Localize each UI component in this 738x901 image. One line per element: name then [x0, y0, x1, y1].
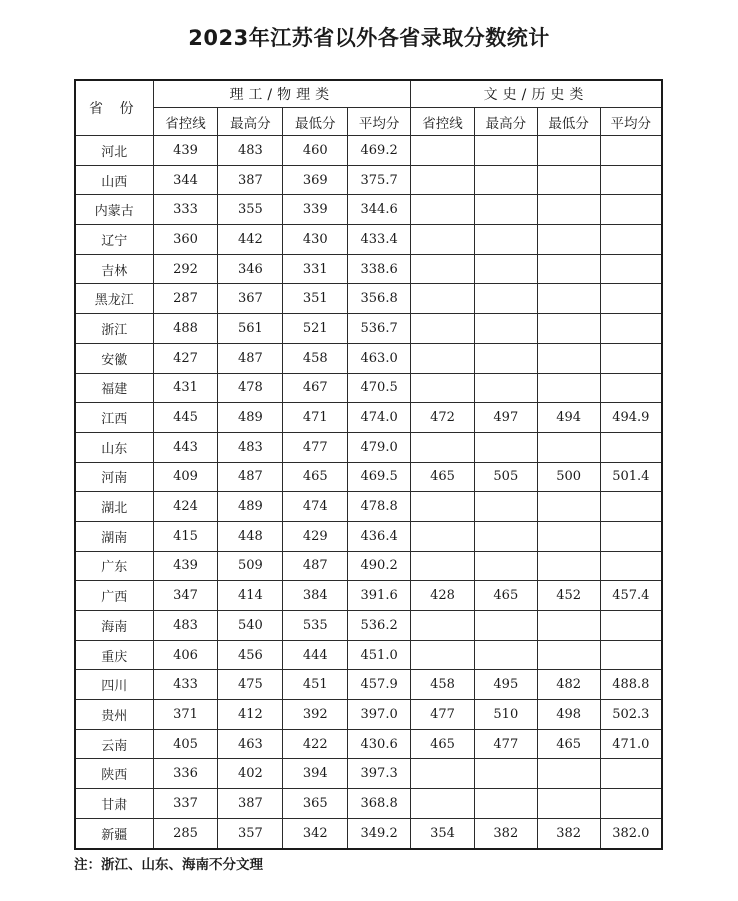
- arts-score-cell: 465: [537, 729, 600, 759]
- science-score-cell: 444: [283, 640, 348, 670]
- science-score-cell: 405: [153, 729, 218, 759]
- science-score-cell: 489: [218, 403, 283, 433]
- science-score-cell: 474.0: [348, 403, 411, 433]
- science-score-cell: 465: [283, 462, 348, 492]
- table-row: [75, 521, 662, 551]
- science-score-cell: 456: [218, 640, 283, 670]
- science-score-cell: 336: [153, 759, 218, 789]
- arts-score-cell: [474, 373, 537, 403]
- science-score-cell: 406: [153, 640, 218, 670]
- province-cell: 湖北: [75, 492, 153, 522]
- science-score-cell: 488: [153, 314, 218, 344]
- header-sci-col-2: 最低分: [283, 108, 348, 136]
- province-cell: 贵州: [75, 700, 153, 730]
- table-row: [75, 403, 662, 433]
- arts-score-cell: 472: [411, 403, 475, 433]
- science-score-cell: 285: [153, 818, 218, 848]
- province-cell: 四川: [75, 670, 153, 700]
- science-score-cell: 490.2: [348, 551, 411, 581]
- science-score-cell: 427: [153, 343, 218, 373]
- arts-score-cell: 465: [474, 581, 537, 611]
- header-sci-col-0: 省控线: [153, 108, 218, 136]
- arts-score-cell: [537, 492, 600, 522]
- science-score-cell: 338.6: [348, 254, 411, 284]
- table-row: [75, 284, 662, 314]
- header-arts-col-3: 平均分: [600, 108, 662, 136]
- science-score-cell: 436.4: [348, 521, 411, 551]
- arts-score-cell: [537, 314, 600, 344]
- score-table: [74, 79, 663, 850]
- province-cell: 山东: [75, 432, 153, 462]
- arts-score-cell: [474, 225, 537, 255]
- science-score-cell: 342: [283, 818, 348, 848]
- science-score-cell: 535: [283, 611, 348, 641]
- table-row: [75, 462, 662, 492]
- science-score-cell: 397.0: [348, 700, 411, 730]
- province-cell: 黑龙江: [75, 284, 153, 314]
- science-score-cell: 422: [283, 729, 348, 759]
- table-row: [75, 640, 662, 670]
- header-province: 省 份: [75, 80, 153, 136]
- table-row: [75, 165, 662, 195]
- province-cell: 江西: [75, 403, 153, 433]
- arts-score-cell: [600, 195, 662, 225]
- table-row: [75, 136, 662, 166]
- arts-score-cell: 471.0: [600, 729, 662, 759]
- province-cell: 浙江: [75, 314, 153, 344]
- science-score-cell: 412: [218, 700, 283, 730]
- science-score-cell: 478: [218, 373, 283, 403]
- science-score-cell: 391.6: [348, 581, 411, 611]
- arts-score-cell: 354: [411, 818, 475, 848]
- science-score-cell: 344: [153, 165, 218, 195]
- arts-score-cell: [474, 551, 537, 581]
- arts-score-cell: 500: [537, 462, 600, 492]
- science-score-cell: 387: [218, 789, 283, 819]
- science-score-cell: 371: [153, 700, 218, 730]
- arts-score-cell: [411, 432, 475, 462]
- table-row: [75, 432, 662, 462]
- science-score-cell: 442: [218, 225, 283, 255]
- science-score-cell: 369: [283, 165, 348, 195]
- science-score-cell: 415: [153, 521, 218, 551]
- arts-score-cell: [537, 136, 600, 166]
- science-score-cell: 339: [283, 195, 348, 225]
- arts-score-cell: 495: [474, 670, 537, 700]
- science-score-cell: 397.3: [348, 759, 411, 789]
- table-row: [75, 225, 662, 255]
- arts-score-cell: 465: [411, 729, 475, 759]
- arts-score-cell: [600, 225, 662, 255]
- science-score-cell: 409: [153, 462, 218, 492]
- science-score-cell: 451.0: [348, 640, 411, 670]
- arts-score-cell: [537, 284, 600, 314]
- science-score-cell: 475: [218, 670, 283, 700]
- header-arts-col-2: 最低分: [537, 108, 600, 136]
- table-row: [75, 195, 662, 225]
- arts-score-cell: [600, 759, 662, 789]
- arts-score-cell: 428: [411, 581, 475, 611]
- province-cell: 内蒙古: [75, 195, 153, 225]
- science-score-cell: 487: [218, 343, 283, 373]
- arts-score-cell: [537, 611, 600, 641]
- science-score-cell: 463: [218, 729, 283, 759]
- arts-score-cell: [537, 759, 600, 789]
- science-score-cell: 384: [283, 581, 348, 611]
- arts-score-cell: 457.4: [600, 581, 662, 611]
- header-group-science: 理工/物理类: [153, 80, 411, 108]
- science-score-cell: 509: [218, 551, 283, 581]
- arts-score-cell: [600, 254, 662, 284]
- arts-score-cell: 502.3: [600, 700, 662, 730]
- table-header: [75, 80, 662, 136]
- province-cell: 海南: [75, 611, 153, 641]
- header-arts-col-0: 省控线: [411, 108, 475, 136]
- arts-score-cell: 510: [474, 700, 537, 730]
- science-score-cell: 445: [153, 403, 218, 433]
- page-title: 2023年江苏省以外各省录取分数统计: [188, 26, 550, 50]
- science-score-cell: 561: [218, 314, 283, 344]
- arts-score-cell: [411, 314, 475, 344]
- science-score-cell: 433: [153, 670, 218, 700]
- science-score-cell: 471: [283, 403, 348, 433]
- science-score-cell: 355: [218, 195, 283, 225]
- science-score-cell: 430: [283, 225, 348, 255]
- arts-score-cell: [411, 225, 475, 255]
- science-score-cell: 333: [153, 195, 218, 225]
- science-score-cell: 463.0: [348, 343, 411, 373]
- arts-score-cell: [411, 343, 475, 373]
- footnote: 注：浙江、山东、海南不分文理: [74, 857, 263, 873]
- table-row: [75, 818, 662, 848]
- arts-score-cell: 382: [537, 818, 600, 848]
- science-score-cell: 489: [218, 492, 283, 522]
- science-score-cell: 451: [283, 670, 348, 700]
- province-cell: 陕西: [75, 759, 153, 789]
- science-score-cell: 431: [153, 373, 218, 403]
- science-score-cell: 469.5: [348, 462, 411, 492]
- province-cell: 云南: [75, 729, 153, 759]
- arts-score-cell: [474, 195, 537, 225]
- arts-score-cell: [600, 284, 662, 314]
- arts-score-cell: 465: [411, 462, 475, 492]
- arts-score-cell: [474, 611, 537, 641]
- arts-score-cell: [537, 343, 600, 373]
- arts-score-cell: [411, 551, 475, 581]
- arts-score-cell: [411, 195, 475, 225]
- arts-score-cell: [537, 195, 600, 225]
- science-score-cell: 521: [283, 314, 348, 344]
- table-row: [75, 611, 662, 641]
- science-score-cell: 349.2: [348, 818, 411, 848]
- arts-score-cell: 458: [411, 670, 475, 700]
- arts-score-cell: [474, 136, 537, 166]
- arts-score-cell: [474, 165, 537, 195]
- table-body: [75, 136, 662, 849]
- arts-score-cell: [537, 373, 600, 403]
- arts-score-cell: [537, 254, 600, 284]
- science-score-cell: 402: [218, 759, 283, 789]
- science-score-cell: 433.4: [348, 225, 411, 255]
- arts-score-cell: [474, 314, 537, 344]
- science-score-cell: 429: [283, 521, 348, 551]
- arts-score-cell: 477: [474, 729, 537, 759]
- arts-score-cell: [474, 759, 537, 789]
- header-group-arts: 文史/历史类: [411, 80, 662, 108]
- science-score-cell: 467: [283, 373, 348, 403]
- arts-score-cell: 482: [537, 670, 600, 700]
- arts-score-cell: [537, 789, 600, 819]
- arts-score-cell: [411, 789, 475, 819]
- arts-score-cell: [474, 284, 537, 314]
- science-score-cell: 439: [153, 136, 218, 166]
- arts-score-cell: [411, 521, 475, 551]
- science-score-cell: 474: [283, 492, 348, 522]
- arts-score-cell: [474, 789, 537, 819]
- arts-score-cell: [411, 136, 475, 166]
- arts-score-cell: 498: [537, 700, 600, 730]
- arts-score-cell: [600, 611, 662, 641]
- province-cell: 安徽: [75, 343, 153, 373]
- province-cell: 河南: [75, 462, 153, 492]
- arts-score-cell: [411, 165, 475, 195]
- province-cell: 河北: [75, 136, 153, 166]
- table-row: [75, 581, 662, 611]
- arts-score-cell: [411, 254, 475, 284]
- science-score-cell: 331: [283, 254, 348, 284]
- arts-score-cell: [537, 165, 600, 195]
- arts-score-cell: 501.4: [600, 462, 662, 492]
- arts-score-cell: 494.9: [600, 403, 662, 433]
- arts-score-cell: [411, 284, 475, 314]
- arts-score-cell: 494: [537, 403, 600, 433]
- science-score-cell: 487: [218, 462, 283, 492]
- arts-score-cell: 505: [474, 462, 537, 492]
- arts-score-cell: [600, 373, 662, 403]
- arts-score-cell: 452: [537, 581, 600, 611]
- table-row: [75, 343, 662, 373]
- table-row: [75, 551, 662, 581]
- science-score-cell: 487: [283, 551, 348, 581]
- province-cell: 甘肃: [75, 789, 153, 819]
- arts-score-cell: [474, 640, 537, 670]
- arts-score-cell: [600, 492, 662, 522]
- science-score-cell: 360: [153, 225, 218, 255]
- province-cell: 新疆: [75, 818, 153, 848]
- science-score-cell: 470.5: [348, 373, 411, 403]
- arts-score-cell: [474, 254, 537, 284]
- science-score-cell: 387: [218, 165, 283, 195]
- science-score-cell: 478.8: [348, 492, 411, 522]
- arts-score-cell: [411, 492, 475, 522]
- arts-score-cell: [600, 165, 662, 195]
- science-score-cell: 367: [218, 284, 283, 314]
- arts-score-cell: [474, 492, 537, 522]
- arts-score-cell: 477: [411, 700, 475, 730]
- science-score-cell: 469.2: [348, 136, 411, 166]
- science-score-cell: 457.9: [348, 670, 411, 700]
- arts-score-cell: [537, 521, 600, 551]
- science-score-cell: 392: [283, 700, 348, 730]
- science-score-cell: 448: [218, 521, 283, 551]
- table-row: [75, 314, 662, 344]
- science-score-cell: 458: [283, 343, 348, 373]
- table-row: [75, 254, 662, 284]
- science-score-cell: 430.6: [348, 729, 411, 759]
- province-cell: 重庆: [75, 640, 153, 670]
- arts-score-cell: [537, 432, 600, 462]
- arts-score-cell: [537, 551, 600, 581]
- province-cell: 广东: [75, 551, 153, 581]
- table-row: [75, 700, 662, 730]
- arts-score-cell: [411, 611, 475, 641]
- arts-score-cell: [600, 136, 662, 166]
- arts-score-cell: [474, 343, 537, 373]
- arts-score-cell: 382.0: [600, 818, 662, 848]
- science-score-cell: 439: [153, 551, 218, 581]
- arts-score-cell: 382: [474, 818, 537, 848]
- arts-score-cell: [411, 759, 475, 789]
- table-row: [75, 670, 662, 700]
- science-score-cell: 292: [153, 254, 218, 284]
- science-score-cell: 344.6: [348, 195, 411, 225]
- science-score-cell: 346: [218, 254, 283, 284]
- arts-score-cell: [600, 640, 662, 670]
- science-score-cell: 483: [218, 136, 283, 166]
- header-sci-col-1: 最高分: [218, 108, 283, 136]
- arts-score-cell: [537, 640, 600, 670]
- province-cell: 山西: [75, 165, 153, 195]
- science-score-cell: 536.7: [348, 314, 411, 344]
- arts-score-cell: 488.8: [600, 670, 662, 700]
- science-score-cell: 368.8: [348, 789, 411, 819]
- arts-score-cell: [474, 521, 537, 551]
- arts-score-cell: [411, 373, 475, 403]
- table-row: [75, 373, 662, 403]
- science-score-cell: 351: [283, 284, 348, 314]
- science-score-cell: 460: [283, 136, 348, 166]
- province-cell: 吉林: [75, 254, 153, 284]
- science-score-cell: 365: [283, 789, 348, 819]
- science-score-cell: 347: [153, 581, 218, 611]
- arts-score-cell: [600, 551, 662, 581]
- science-score-cell: 414: [218, 581, 283, 611]
- table-row: [75, 789, 662, 819]
- header-sci-col-3: 平均分: [348, 108, 411, 136]
- arts-score-cell: [411, 640, 475, 670]
- table-row: [75, 759, 662, 789]
- arts-score-cell: [600, 789, 662, 819]
- arts-score-cell: [600, 314, 662, 344]
- arts-score-cell: [600, 432, 662, 462]
- table-row: [75, 492, 662, 522]
- arts-score-cell: [474, 432, 537, 462]
- province-cell: 福建: [75, 373, 153, 403]
- table-row: [75, 729, 662, 759]
- province-cell: 辽宁: [75, 225, 153, 255]
- science-score-cell: 443: [153, 432, 218, 462]
- arts-score-cell: [537, 225, 600, 255]
- science-score-cell: 483: [153, 611, 218, 641]
- arts-score-cell: [600, 343, 662, 373]
- science-score-cell: 356.8: [348, 284, 411, 314]
- arts-score-cell: 497: [474, 403, 537, 433]
- science-score-cell: 540: [218, 611, 283, 641]
- province-cell: 湖南: [75, 521, 153, 551]
- province-cell: 广西: [75, 581, 153, 611]
- science-score-cell: 477: [283, 432, 348, 462]
- science-score-cell: 287: [153, 284, 218, 314]
- arts-score-cell: [600, 521, 662, 551]
- science-score-cell: 536.2: [348, 611, 411, 641]
- science-score-cell: 357: [218, 818, 283, 848]
- science-score-cell: 394: [283, 759, 348, 789]
- header-arts-col-1: 最高分: [474, 108, 537, 136]
- science-score-cell: 424: [153, 492, 218, 522]
- science-score-cell: 479.0: [348, 432, 411, 462]
- science-score-cell: 483: [218, 432, 283, 462]
- science-score-cell: 337: [153, 789, 218, 819]
- science-score-cell: 375.7: [348, 165, 411, 195]
